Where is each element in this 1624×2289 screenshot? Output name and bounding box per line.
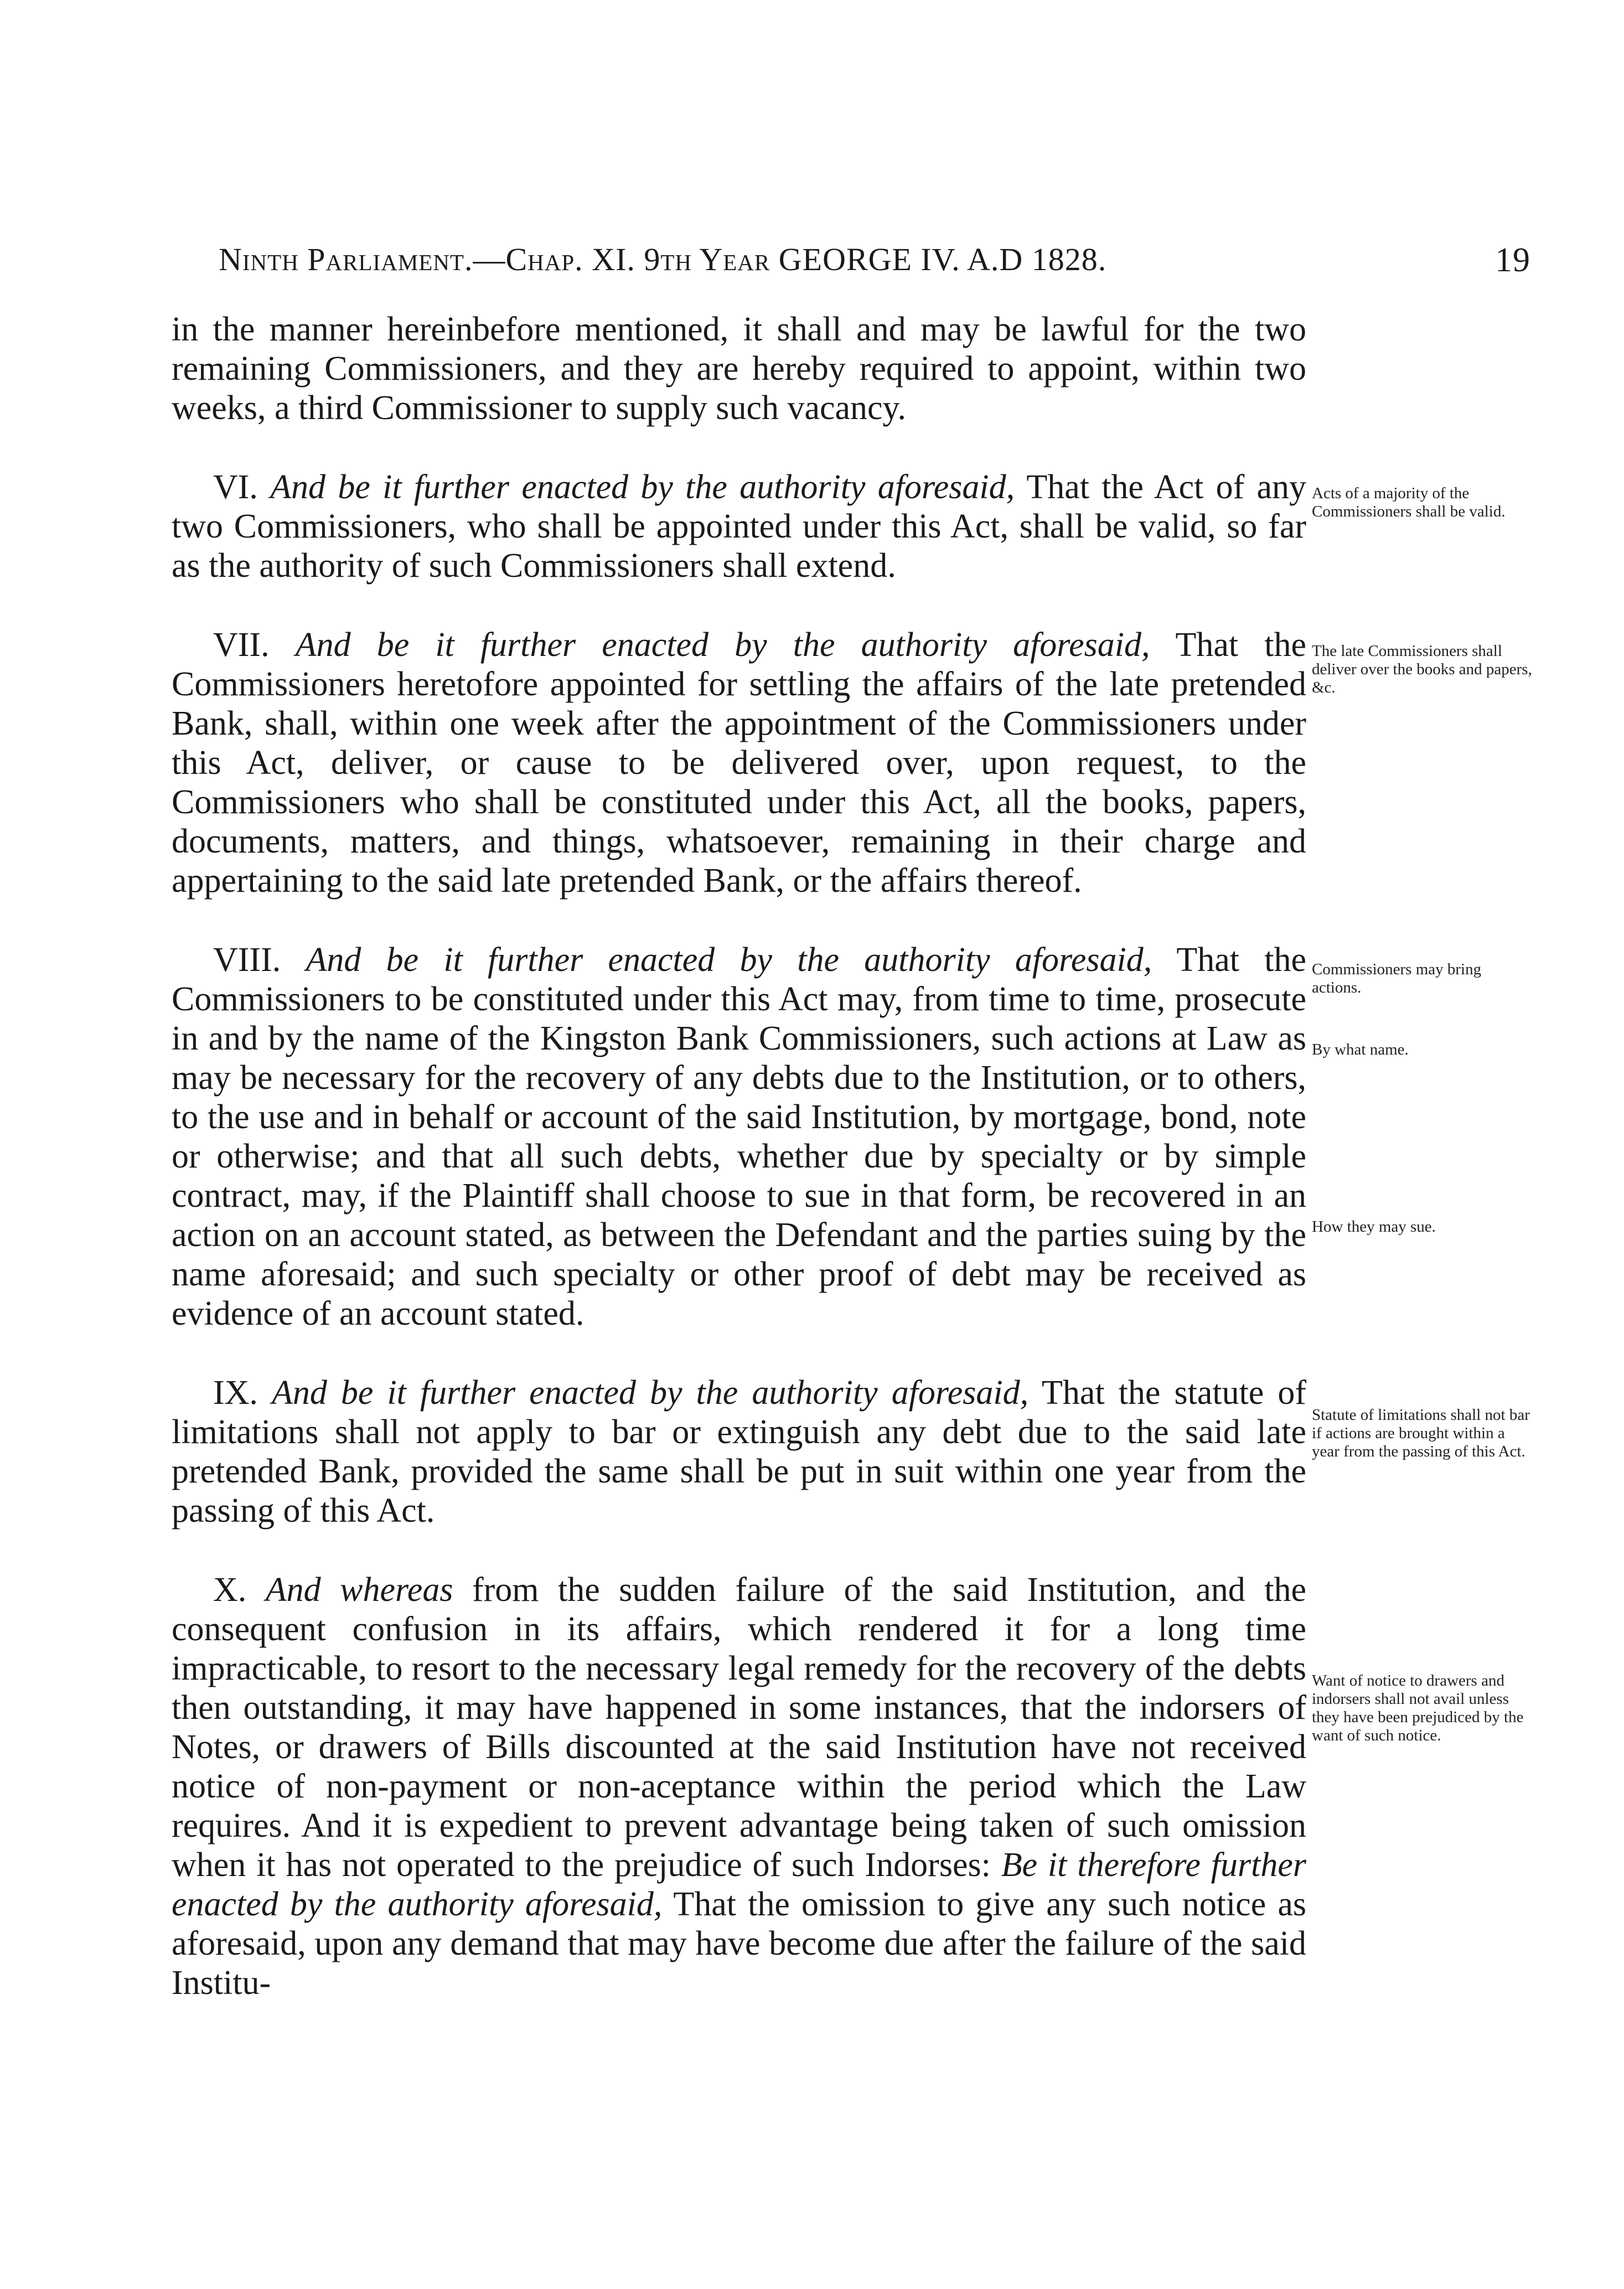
paragraph-text: in the manner hereinbefore mentioned, it shall and may be lawful for the two remaining Commissioners, and they are hereby required to appoint, within two weeks, a third Commissioner to supply such vacancy. <box>172 311 1306 427</box>
paragraph-text-2: That the omission to give any such notice as aforesaid, upon any demand that may have become due after the failure of the said Institu- <box>172 1885 1306 2002</box>
section-number: X. <box>213 1571 247 1609</box>
enacting-clause: And be it further enacted by the authority aforesaid, <box>270 468 1015 506</box>
paragraph-text: from the sudden failure of the said Institution, and the consequent confusion in its affairs, which rendered it for a long time impracticable, to resort to the necessary legal remedy for the recovery of the debts then outstanding, it may have happened in some instances, that the indorsers of Notes, or drawers of Bills discounted at the said Institution have not received notice of non-payment or non-aceptance within the period which the Law requires. And it is expedient to prevent advantage being taken of such omission when it has not operated to the prejudice of such Indorses: <box>172 1571 1307 1884</box>
margin-note-vii: The late Commissioners shall deliver over the books and papers, &c. <box>1312 642 1532 696</box>
section-number: VIII. <box>213 941 281 979</box>
section-viii <box>172 941 1306 1334</box>
margin-note-vi: Acts of a majority of the Commissioners shall be valid. <box>1312 484 1506 520</box>
section-vi <box>172 468 1306 586</box>
enacting-clause: And be it further enacted by the authority aforesaid, <box>306 941 1152 979</box>
section-vii <box>172 626 1306 901</box>
paragraph-text: That the Commissioners heretofore appointed for settling the affairs of the late pretended Bank, shall, within one week after the appointment of the Commissioners under this Act, deliver, or cause to be delivered over, upon request, to the Commissioners who shall be constituted under this Act, all the books, papers, documents, matters, and things, whatsoever, remaining in their charge and appertaining to the said late pretended Bank, or the affairs thereof. <box>172 626 1306 900</box>
section-ix <box>172 1373 1306 1531</box>
enacting-clause: And be it further enacted by the authority aforesaid, <box>271 1374 1029 1412</box>
section-x <box>172 1570 1306 2003</box>
header-title: Ninth Parliament.—Chap. XI. 9th Year GEORGE IV. A.D 1828. <box>219 241 1107 277</box>
enacting-clause: And whereas <box>265 1571 453 1609</box>
page-number: 19 <box>1495 241 1530 279</box>
body-text <box>172 310 1306 2003</box>
margin-note-viii-a: Commissioners may bring actions. <box>1312 960 1482 996</box>
running-header <box>219 241 1530 285</box>
paragraph-text: That the statute of limitations shall not apply to bar or extinguish any debt due to the said late pretended Bank, provided the same shall be put in suit within one year from the passing of this Act. <box>172 1374 1307 1530</box>
continuation-paragraph <box>172 310 1306 428</box>
margin-note-ix: Statute of limitations shall not bar if actions are brought within a year from the passing of this Act. <box>1312 1406 1530 1460</box>
margin-note-viii-b: By what name. <box>1312 1041 1409 1058</box>
margin-note-x: Want of notice to drawers and indorsers shall not avail unless they have been prejudiced by the want of such notice. <box>1312 1672 1524 1744</box>
enacting-clause-2: Be it therefore further enacted by the authority aforesaid, <box>172 1846 1306 1923</box>
section-number: VI. <box>213 468 258 506</box>
paragraph-text: That the Act of any two Commissioners, who shall be appointed under this Act, shall be valid, so far as the authority of such Commissioners shall extend. <box>172 468 1307 585</box>
section-number: IX. <box>213 1374 258 1412</box>
enacting-clause: And be it further enacted by the authority aforesaid, <box>295 626 1150 664</box>
margin-note-viii-c: How they may sue. <box>1312 1218 1436 1236</box>
section-number: VII. <box>213 626 270 664</box>
paragraph-text: That the Commissioners to be constituted under this Act may, from time to time, prosecute in and by the name of the Kingston Bank Commissioners, such actions at Law as may be necessary for the recovery of any debts due to the Institution, or to others, to the use and in behalf or account of the said Institution, by mortgage, bond, note or otherwise; and that all such debts, whether due by specialty or by simple contract, may, if the Plaintiff shall choose to sue in that form, be recovered in an action on an account stated, as between the Defendant and the parties suing by the name aforesaid; and such specialty or other proof of debt may be received as evidence of an account stated. <box>172 941 1306 1332</box>
